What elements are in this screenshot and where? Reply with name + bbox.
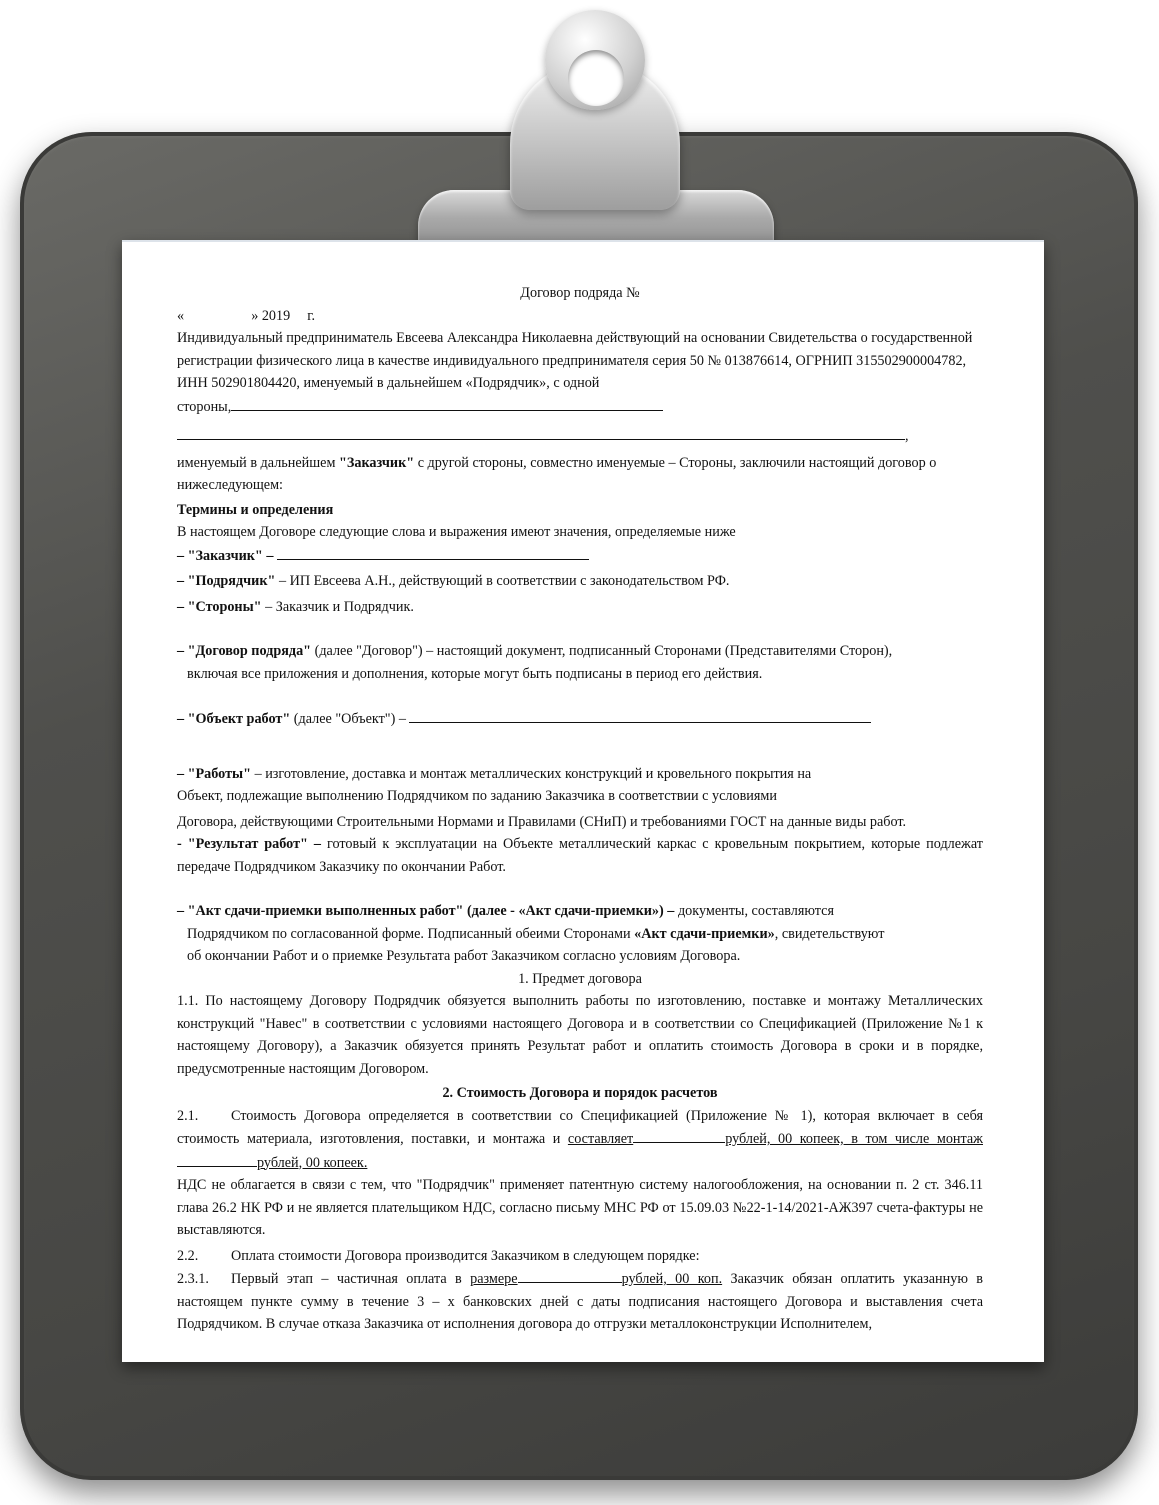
vat-paragraph: НДС не облагается в связи с тем, что "Подрядчик" применяет патентную систему налогообложения, на основании п. 2 ст. 346.11 глава 26.2 НК РФ и не является плательщиком НДС, согласно письму МНС РФ от 15.09.03 №22-1-14/2021-АЖ397 счета-фактуры не выставляются. [177, 1177, 983, 1238]
clause-2-3-1-text-b: Заказчик обязан оплатить указанную в настоящем пункте сумму в течение 3 – х банковских дней с даты подписания настоящего Договора и выставления счета Подрядчиком. В случае отказа Заказчика от исполнения договора до отгрузки металлоконструкции Исполнителем, [177, 1271, 983, 1332]
terms-intro: В настоящем Договоре следующие слова и выражения имеют значения, определяемые ниже [177, 524, 736, 540]
date-year-suffix: г. [307, 307, 316, 324]
term-contractor [177, 570, 983, 593]
comma-text: , [905, 428, 909, 444]
section-2-heading-text: 2. Стоимость Договора и порядок расчетов [442, 1085, 718, 1101]
term-act-line3: об окончании Работ и о приемке Результата работ Заказчиком согласно условиям Договора. [187, 948, 741, 964]
term-act [177, 900, 983, 923]
term-works [177, 763, 983, 786]
term-act-line2 [177, 923, 983, 946]
customer-text-a: именуемый в дальнейшем [177, 454, 339, 471]
customer-text-c: с другой стороны, совместно именуемые – Стороны, заключили настоящий договор о нижеследующем: [177, 454, 937, 493]
term-contractor-text: – ИП Евсеева А.Н., действующий в соответствии с законодательством РФ. [275, 573, 730, 589]
clause-2-3-1-text-a: Первый этап – частичная оплата в [231, 1271, 471, 1287]
clause-2-1-u2: рублей, 00 копеек, в том числе монтаж [725, 1131, 983, 1147]
term-parties-text: – Заказчик и Подрядчик. [261, 598, 414, 615]
term-object [177, 707, 983, 731]
clause-2-3-1-u1: размере [470, 1271, 518, 1287]
term-contract-text: (далее "Договор") – настоящий документ, подписанный Сторонами (Представителями Сторон), [311, 643, 893, 659]
clause-2-3-1 [177, 1267, 983, 1336]
storony-line [177, 395, 983, 419]
term-works-line2: Объект, подлежащие выполнению Подрядчиком по заданию Заказчика в соответствии с условиями [177, 788, 777, 804]
clause-2-2 [177, 1245, 983, 1268]
document-body [177, 282, 983, 1336]
term-customer-label: – "Заказчик" – [177, 547, 274, 564]
date-line [177, 305, 983, 328]
document-title: Договор подряда № [520, 285, 640, 301]
term-contractor-label: – "Подрядчик" [177, 573, 276, 589]
clipboard-clip-hole [568, 50, 624, 106]
term-parties-label: – "Стороны" [177, 598, 262, 615]
intro-paragraph: Индивидуальный предприниматель Евсеева Александра Николаевна действующий на основании Свидетельства о государственной регистрации физического лица в качестве индивидуального предпринимателя серия 50 № 013876614, ОГРНИП 315502900004782, ИНН 502901804420, именуемый в дальнейшем «Подрядчик», с одной [177, 330, 973, 391]
term-object-label: – "Объект работ" [177, 711, 291, 727]
advance-amount-blank [518, 1267, 622, 1283]
term-act-text-2a: Подрядчиком по согласованной форме. Подписанный обеими Сторонами [187, 925, 635, 942]
clause-2-1-number: 2.1. [177, 1107, 199, 1124]
date-quote-close: » 2019 [251, 307, 291, 324]
price-blank [633, 1127, 725, 1143]
clause-2-3-1-number: 2.3.1. [177, 1271, 209, 1287]
term-act-text-2c: , свидетельствуют [774, 925, 885, 942]
term-result [177, 833, 983, 878]
installation-price-blank [177, 1151, 257, 1167]
section-1-heading: 1. Предмет договора [518, 970, 642, 987]
term-act-text-2b: «Акт сдачи-приемки» [634, 925, 775, 942]
term-parties [177, 596, 983, 619]
term-works-line3: Договора, действующими Строительными Нормами и Правилами (СНиП) и требованиями ГОСТ на данные виды работ. [177, 813, 907, 830]
section-2-heading [177, 1082, 983, 1105]
term-contract-label: – "Договор подряда" [177, 643, 312, 659]
clause-2-1-u1: составляет [567, 1131, 634, 1147]
term-act-text: документы, составляются [674, 903, 834, 919]
date-quote-open: « [177, 307, 185, 324]
term-contract-line2: включая все приложения и дополнения, которые могут быть подписаны в период его действия. [187, 665, 763, 682]
clause-2-1 [177, 1105, 983, 1175]
clause-2-3-1-u2: рублей, 00 коп. [621, 1271, 723, 1287]
clause-2-1-text: Стоимость Договора определяется в соответствии со Спецификацией (Приложение № 1), которая включает в себя стоимость материала, изготовления, поставки, и монтажа и [177, 1107, 983, 1147]
storony-text: стороны, [177, 398, 232, 415]
term-result-label: - "Результат работ" – [177, 836, 322, 852]
blank-line [177, 424, 983, 448]
term-works-text: – изготовление, доставка и монтаж металлических конструкций и кровельного покрытия на [251, 765, 812, 782]
term-customer-blank [277, 544, 589, 560]
customer-name-blank [231, 395, 663, 411]
customer-details-blank [177, 424, 905, 440]
document-page [122, 240, 1044, 1362]
term-contract [177, 640, 983, 663]
clause-2-2-number: 2.2. [177, 1247, 199, 1264]
term-result-text: готовый к эксплуатации на Объекте металлический каркас с кровельным покрытием, которые подлежат передаче Подрядчиком Заказчику по окончании Работ. [177, 836, 983, 875]
term-object-text: (далее "Объект") – [290, 711, 406, 727]
terms-heading [177, 499, 983, 522]
clause-2-2-text: Оплата стоимости Договора производится Заказчиком в следующем порядке: [231, 1247, 700, 1264]
term-works-label: – "Работы" [177, 765, 252, 782]
clause-2-1-u3: рублей, 00 копеек. [257, 1154, 368, 1171]
term-customer [177, 544, 983, 568]
section-1-text: 1.1. По настоящему Договору Подрядчик обязуется выполнить работы по изготовлению, поставке и монтажу Металлических конструкций "Навес" в соответствии с условиями настоящего Договора и в соответствии со Спецификацией (Приложение №1 к настоящему Договору), а Заказчик обязуется принять Результат работ и оплатить стоимость Договора в сроки и в порядке, предусмотренные настоящим Договором. [177, 993, 983, 1077]
terms-heading-text: Термины и определения [177, 501, 334, 518]
term-object-blank [409, 707, 871, 723]
customer-paragraph [177, 452, 983, 497]
customer-text-b: "Заказчик" [338, 454, 415, 471]
term-act-label: – "Акт сдачи-приемки выполненных работ" (далее - «Акт сдачи-приемки») – [177, 903, 675, 919]
